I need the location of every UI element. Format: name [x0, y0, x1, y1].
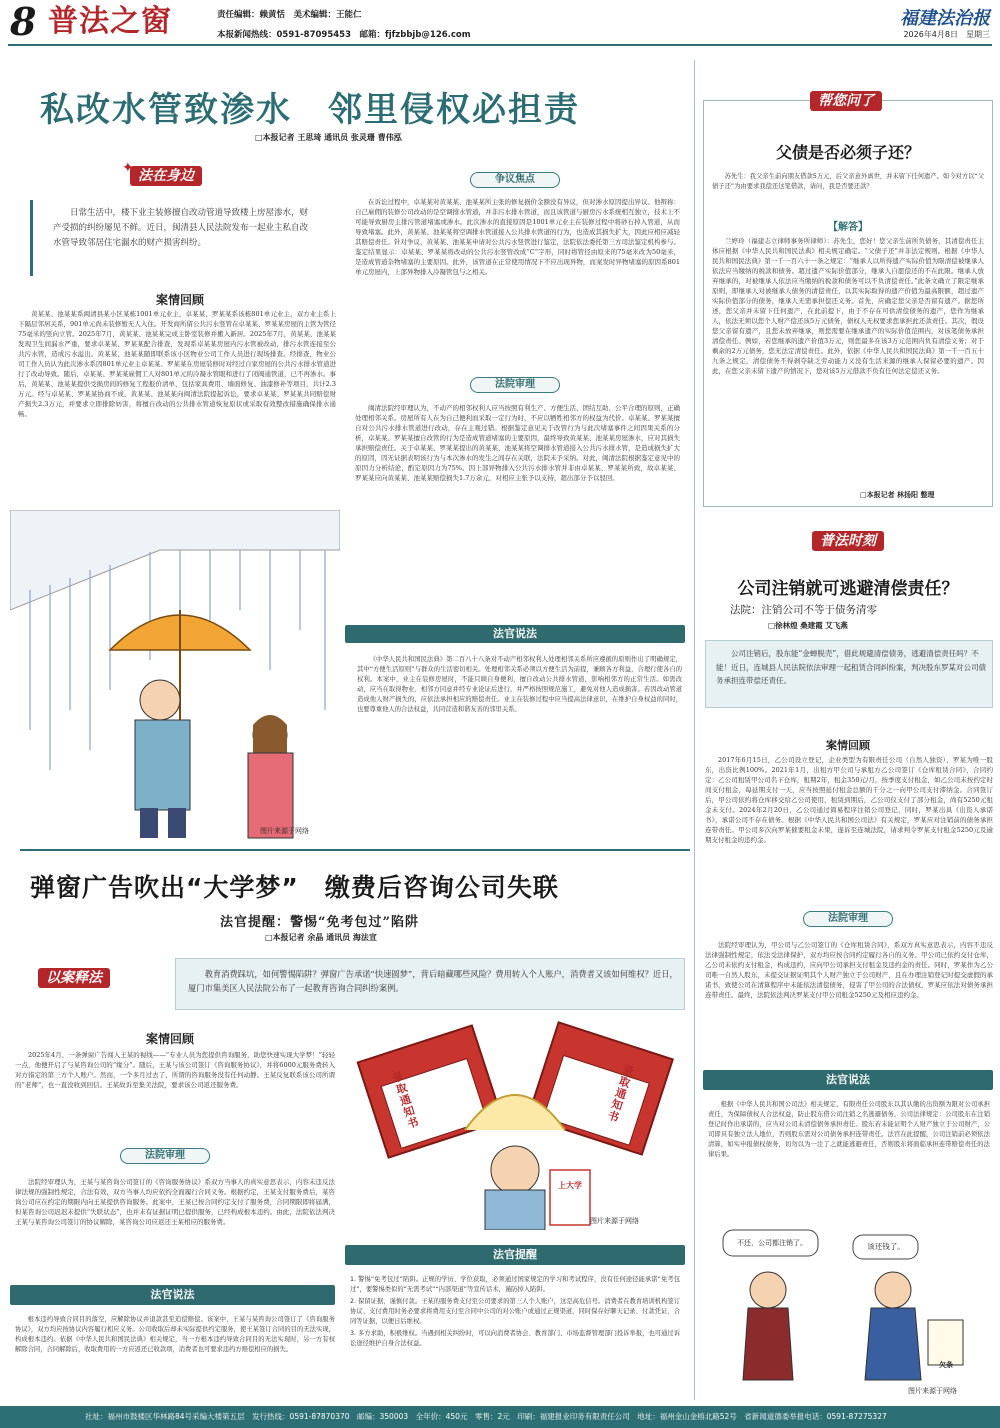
story1-focus-text: 在诉讼过程中，卓某某对黄某某、池某某所主张的修复损价金额没有异议，但对渗水原因提出异议。他辩称：自己雇佣的装修公司改动的是空调排水管道，并非污水排水管道，而且该管道与厨房污水系统相互独立，技术上不可能导致厨房主排污管道堵塞或渗水。此次渗水的直接原因是1001单元业主在装修过程中将砂石掉入管道，从而导致堵塞。此外，黄某某、池某某将空调排水管道接入公共排水管道的行为，也造成其损失扩大，因此应相应减轻其赔偿责任。针对争议，黄某某、池某某申请对公共污水竖管进行鉴定，法院依法委托第三方司法鉴定机构参与。鉴定结果显示：卓某某、罗某某将改动的公共污水竖管改成“C”字形，同时将管径由原来的75毫米改为50毫米，是造成管道杂物堵塞的主要原因。此外，该管道在正常使用情况下不应出现异物，而案发时异物堵塞的原因系801单元房屋内，上部异物排入冷凝管包与之相关。 [355, 198, 680, 276]
story2-case-title: 案情回顾 [145, 1032, 194, 1046]
sidebar2-intro: 公司注销后，股东能“金蝉脱壳”，借此规避清偿债务，逃避清偿责任吗？不能！近日，连城县人民法院依法审理一起租赁合同纠纷案，判决股东罗某对公司债务承担连带偿还责任。 [716, 649, 986, 685]
paper-name-logo: 福建法治报 [900, 8, 990, 29]
story2-review-text: 法院经审理认为，王某与某咨询公司签订的《咨询服务协议》系双方当事人的真实意思表示，内容未违反法律法规的强制性规定，合法有效，双方当事人均应依约全面履行合同义务。根据约定，王某支付服务费后，某咨询公司应在约定的期限内向王某提供咨询服务。此案中，王某已按合同约定支付了服务费，合同期限即将届满，但某咨询公司迟迟未提供“失联状态”，也并未有证据证明已提供服务，已经构成根本违约。由此，法院依法判决王某与某咨询公司签订的协议解除，某咨询公司应返还王某相应的服务费。 [15, 1178, 335, 1226]
story1-intro: 日常生活中，楼下业主装修擅自改动管道导致楼上房屋渗水，财产受损的纠纷屡见不鲜。近日，闽清县人民法院发布一起业主私自改水管导致邻居住宅漏水的财产损害纠纷。 [53, 208, 309, 248]
sidebar2-intro-box [705, 640, 993, 708]
sidebar1-author: □本报记者 林扬阳 整理 [860, 491, 935, 499]
sidebar2-judge-title: 法官说法 [703, 1070, 993, 1090]
remind-item: 1. 警惕“免考包过”陷阱。正规的学历、学位获取，必须通过国家规定的学习和考试程序，没有任何途径能承诺“免考包过”，要警惕类似的“无需考试”“内部渠道”等宣传话术，谨防掉入陷阱。 [350, 1276, 680, 1293]
sidebar2-review-text: 法院经审理认为，甲公司与乙公司签订的《仓库租赁合同》，系双方真实意思表示，内容不违反法律强制性规定，依法受法律保护，双方均应按合同约定履行各自的义务。甲公司已依约交付仓库，乙公司未依约支付租金，构成违约，应向甲公司承担支付租金及违约金的责任。同时，罗某作为乙公司唯一自然人股东，未提交证据证明其个人财产独立于公司财产，且在办理注销登记时提交虚假的承诺书，致使公司在清算程序中未能依法清偿债务，侵害了甲公司的合法债权，罗某应依法对债务承担连带责任。最终，法院依法判决罗某支付甲公司租金5250元及相应违约金。 [705, 941, 993, 999]
remind-item: 3. 多方求助，积极维权。当遇到相关纠纷时，可以向消费者协会、教育部门、市场监督管理部门投诉举报，也可通过诉讼途径维护自身合法权益。 [350, 1330, 680, 1347]
footer-text: 社址：福州市鼓楼区华林路84号采编大楼第五层 发行热线：0591-87870370 邮编：350003 全年价：450元 零售：2元 印刷：福建报业印务有限责任公司 地址：福州金山金榕北路52号 省新闻道德委举报电话：0591-87275327 [85, 1412, 887, 1421]
masthead [0, 0, 1000, 48]
sidebar2-tag [812, 530, 884, 550]
masthead-rule [8, 44, 992, 46]
story1-image-caption: 图片来源于网络 [260, 827, 309, 835]
story2-tag [38, 967, 110, 987]
rain-umbrella-illustration [10, 510, 340, 840]
story1-illustration [10, 510, 340, 840]
sidebar2-judge-text: 根据《中华人民共和国公司法》相关规定，有限责任公司股东以其认缴的出资额为限对公司承担责任，为保障债权人合法权益，防止股东借公司注销之名逃避债务，公司法律规定：公司股东在注销登记时作出承诺的，应当对公司未清偿债务承担责任。股东若未能证明个人财产独立于公司财产，公司即具有独立法人地位，否则股东需对公司债务承担连带责任。法官在此提醒，公司注销前必须依法清算，如实申报债权债务，切勿以为一注了之就能逃避责任，否则股东将面临承担连带赔偿责任的法律后果。 [708, 1101, 990, 1158]
story1-bottom-rule [20, 849, 690, 851]
sidebar2-case-text: 2017年6月15日，乙公司设立登记，企业类型为有限责任公司（自然人独资），罗某为唯一股东，出资比例100%。2021年1月，出租方甲公司与承租方乙公司签订《仓库租赁合同》，合同约定：乙公司租赁甲公司名下仓库，租期2年，租金350元/月，按季度支付租金，如乙公司未按约定时间支付租金，每延期支付一天，应当按照延付租金总额的千分之一向甲公司支付滞纳金。合同签订后，甲公司依约将仓库移交给乙公司使用，租赁到期后，乙公司仅支付了部分租金，尚有5250元租金未支付。2024年2月20日，乙公司通过简易程序注销公司登记，同时，罗某出具《出资人承诺书》，承诺公司不存在债务。根据《中华人民共和国公司法》有关规定，罗某应对注销前的债务承担连带责任。甲公司多次向罗某催要租金未果，遂诉至连城法院，请求判令罗某支付租金5250元及逾期支付租金的违约金。 [705, 756, 993, 844]
story2-byline: □本报记者 余晶 通讯员 海法宣 [265, 933, 377, 942]
sidebar2-illustration [703, 1210, 993, 1400]
story1-review-text: 闽清法院经审理认为，不动产的相邻权利人应当按照有利生产、方便生活、团结互助、公平合理的原则，正确处理相邻关系。房屋所有人在为自己便利而采取一定行为时，不应以牺牲相邻方的权益为代价。卓某某、罗某某擅自对公共污水排水管道进行改动，存在主观过错。根据鉴定意见关于改管行为与此次堵塞事件之间因果关系的分析，卓某某、罗某某擅自改管的行为是造成管道堵塞的主要原因，最终导致黄某某、池某某房屋渗水，应对其损失承担赔偿责任。关于卓某某、罗某某提出的黄某某、池某某将空调排水管道接入公共污水排水管，是造成损失扩大的原因，因无证据表明该行为与本次渗水的发生之间存在关联，法院未予采纳。对此，闽清法院根据鉴定意见中的原因力分析结论，酌定原因力为75%。因上部异物排入公共污水排水管并非由卓某某、罗某某所致，故卓某某、罗某某应向黄某某、池某某赔偿损失1.7万余元，对相应主张予以支持，超出部分予以驳回。 [355, 404, 680, 482]
sidebar2-headline: 公司注销就可逃避清偿责任？ [737, 579, 959, 599]
illus-note-left: 录取通知书 [390, 1069, 421, 1132]
story1-intro-box [30, 200, 330, 276]
speech-bubble-pay: 该还钱了。 [867, 1242, 905, 1251]
story1-focus-title: 争议焦点 [470, 172, 560, 188]
issue-date: 2026年4月8日 星期三 [903, 30, 990, 39]
story1-headline: 私改水管致渗水 邻里侵权必担责 [40, 90, 580, 130]
story2-judge-text: 根本违约导致合同目的落空，应解除协议并退款甚至追偿赔偿。该案中，王某与某咨询公司签订了《咨询服务协议》，双方均应按协议内容履行相应义务。公司收取后却未实际提供约定服务，使王某签订合同的目的无法实现，构成根本违约。依据《中华人民共和国民法典》相关规定，当一方根本违约导致合同目的无法实现时，另一方有权解除合同，合同解除后，收取费用的一方应返还已收款项，消费者也可要求违约方赔偿相应的损失。 [15, 1316, 335, 1353]
sidebar2-tag-label: 普法时刻 [812, 531, 884, 551]
story2-review-title: 法院审理 [120, 1148, 210, 1164]
sidebar2-byline: □徐林煌 桑建霞 艾飞燕 [768, 621, 848, 630]
sidebar1-question: 苏先生：我父亲生前向朋友借款5万元，后父亲意外离世，并未留下任何遗产。如今对方以“父债子还”为由要求我偿还这笔借款，请问，我是否要还款？ [712, 173, 984, 190]
story2-intro: 教育消费踩坑，如何警惕陷阱？弹窗广告承诺“快速圆梦”，背后暗藏哪些风险？费用转入个人账户，消费者又该如何维权？近日，厦门市集美区人民法院公布了一起教育咨询合同纠纷案例。 [188, 969, 678, 993]
story1-byline: □本报记者 王思琦 通讯员 张灵珊 曹伟泓 [255, 133, 402, 142]
story1-case-title: 案情回顾 [155, 293, 204, 307]
illus-note-right: 录取通知书 [606, 1063, 636, 1125]
story2-headline: 弹窗广告吹出“大学梦” 缴费后咨询公司失联 [30, 873, 559, 902]
footer-bar [0, 1406, 1000, 1428]
story1-tag-label: 法在身边 [130, 166, 202, 186]
page-number: 8 [10, 0, 37, 44]
star-icon: ✦ [122, 160, 134, 176]
story2-intro-box [175, 958, 685, 1010]
sidebar1-answer: 兰婷玲（福建志立律师事务所律师）：苏先生，您好！您父亲生前所负债务，其清偿责任主体应根据《中华人民共和国民法典》相关规定确定。“父债子还”并非法定规则。根据《中华人民共和国民法典》第一千一百六十一条之规定：“继承人以所得遗产实际价值为限清偿被继承人依法应当缴纳的税款和债务。超过遗产实际价值部分，继承人自愿偿还的不在此限。继承人放弃继承的，对被继承人依法应当缴纳的税款和债务可以不负清偿责任。”此条文确立了限定继承原则，即继承人对被继承人债务的清偿责任，以其实际取得的遗产价值为最高限额，超过遗产实际价值部分的债务，继承人无需承担偿还义务。首先，应确定您父亲是否留有遗产。据您所述，您父亲并未留下任何遗产，在此前提下，由于不存在可供清偿债务的遗产，您作为继承人，依法无须以您个人财产偿还该5万元债务，债权人无权要求您承担此还款责任。其次，假设您父亲留有遗产，且您未放弃继承，则您需要在继承遗产的实际价值范围内，对该笔债务承担清偿责任。例如，若您继承的遗产价值3万元，则您最多在该3万元范围内负有清偿义务；对于剩余的2万元债务，您无法定清偿责任。此外，依据《中华人民共和国民法典》第一千一百五十九条之规定，清偿债务不得剥夺缺乏劳动能力又没有生活来源的继承人保留必要的遗产。因此，在您父亲未留下遗产的情况下，您对该5万元借款不负有任何法定偿还义务。 [712, 237, 984, 375]
story2-remind-title: 法官提醒 [345, 1245, 685, 1265]
story2-subhead: 法官提醒：警惕“免考包过”陷阱 [220, 915, 419, 930]
sidebar1-tag [810, 90, 882, 110]
hotline-line: 本报新闻热线：0591-87095453 邮箱：fjfzbbjb@126.com [217, 30, 471, 40]
sidebar2-subhead: 法院：注销公司不等于债务清零 [730, 604, 877, 616]
story2-image-caption: 图片来源于网络 [590, 1217, 639, 1225]
story2-illustration [345, 1020, 685, 1230]
sidebar2-case-title: 案情回顾 [826, 739, 870, 752]
remind-item: 2. 保留证据，谨慎付款。王某的服务费支付至公司要求的第三人个人账户，这是高危信号。消费者在教育培训机构签订协议、支付费用时务必要求将费用支付至合同中公司的对公账户或通过正规渠道，同时保存好聊天记录、付款凭证、合同等证据，以便日后维权。 [350, 1298, 680, 1325]
story1-tag [130, 165, 202, 185]
illus-paper: 上大学 [558, 1181, 582, 1190]
story2-case-text: 2025年4月，一条弹窗广告闯入王某的视线——“专业人员为您提供咨询服务，助您快速实现大学梦！”轻轻一点，他便开启了与某咨询公司的“缘分”。随后，王某与该公司签订《咨询服务协议》，并将6000元服务费转入对方指定的第三方个人账户。然而，一个多月过去了，所谓的咨询服务没有任何动静。王某反复联系该公司所谓的“老师”，也一直没收到回信。王某故诉至集美法院，要求该公司返还服务费。 [15, 1051, 335, 1089]
story1-judge-text: 《中华人民共和国民法典》第二百八十八条对不动产相邻权利人处理相邻关系所应遵循的原则作出了明确规定，其中“方便生活原则”与群众的生活密切相关。处理相邻关系必须以方便生活为前提，兼顾各方利益，合理行使各自的权利。本案中，业主在装修房屋时，不能只顾自身便利，擅自改动公共排水管道，影响相邻方的正常生活。如需改动，应当在取得物业、相邻方同意并经专业论证后进行，并严格按照规范施工，避免对他人造成损害。若因改动管道造成他人财产损失的，应依法承担相应的赔偿责任。业主在装修过程中应当提高法律意识，在维护自身权益的同时，也要尊重他人的合法权益，共同营造和谐友善的邻里关系。 [357, 656, 682, 713]
sidebar1-title: 父债是否必须子还？ [775, 143, 920, 162]
story2-remind-list [350, 1275, 680, 1400]
editors-line: 责任编辑：赖黄恬 美术编辑：王能仁 [217, 10, 362, 20]
column-divider [694, 60, 695, 1400]
story1-review-title: 法院审理 [470, 377, 560, 393]
story2-judge-title: 法官说法 [10, 1285, 335, 1305]
story1-case-text: 黄某某、池某某系闽清县某小区某栋1001单元业主，卓某某、罗某某系该栋801单元业主，双方业主系上下隔层邻居关系，901单元尚未装修暂无人入住。开发商所留公共污水竖管在卓某某、罗某某房屋的主管为管径75毫米的竖向立管。2025年7月，黄某某、池某某完成主卧室装修并搬入新居。2025年7月，黄某某、池某某发现卫生间漏水严重，要求卓某某、罗某某配合排查，发现系卓某某房屋内污水管被改动，排污水管连接至公共污水管，造成污水溢出。黄某某、池某某随即联系该小区物业公司工作人员进行现场排查。经排查，物业公司工作人员认为此次渗水系因801单元业主卓某某、罗某某在房屋装修时对经过自家房屋的公共污水排水管道进行了改动导致。随后，卓某某、罗某某雇佣工人对801单元的冷凝水管眼和进行了闭阀通管道，已不再渗水。事后，黄某某、池某某提供受损房间的修复工程报价清单，包括家具费用、墙面修复、油漆修补等项目，共计2.3万元。经与卓某某、罗某某协商不成，黄某某、池某某向闽清法院提起诉讼，要求卓某某、罗某某共同赔偿财产损失2.3万元，并要求立即排除妨害，将擅自改动的公共排水管道恢复原状或采取有效整改措施确保排水通畅。 [18, 310, 336, 418]
story2-tag-label: 以案释法 [38, 968, 110, 988]
sidebar1-answer-title: 【解答】 [828, 222, 868, 233]
story1-judge-title: 法官说法 [345, 625, 685, 643]
sidebar1-tag-label: 帮您问了 [810, 91, 882, 111]
iou-note: 欠条 [939, 1361, 953, 1369]
sidebar2-image-caption: 图片来源于网络 [908, 1387, 957, 1395]
section-name: 普法之窗 [48, 4, 172, 39]
sidebar2-review-title: 法院审理 [803, 911, 893, 927]
speech-bubble-refuse: 不还，公司都注销了。 [737, 1239, 807, 1247]
admission-letter-illustration [345, 1020, 685, 1230]
